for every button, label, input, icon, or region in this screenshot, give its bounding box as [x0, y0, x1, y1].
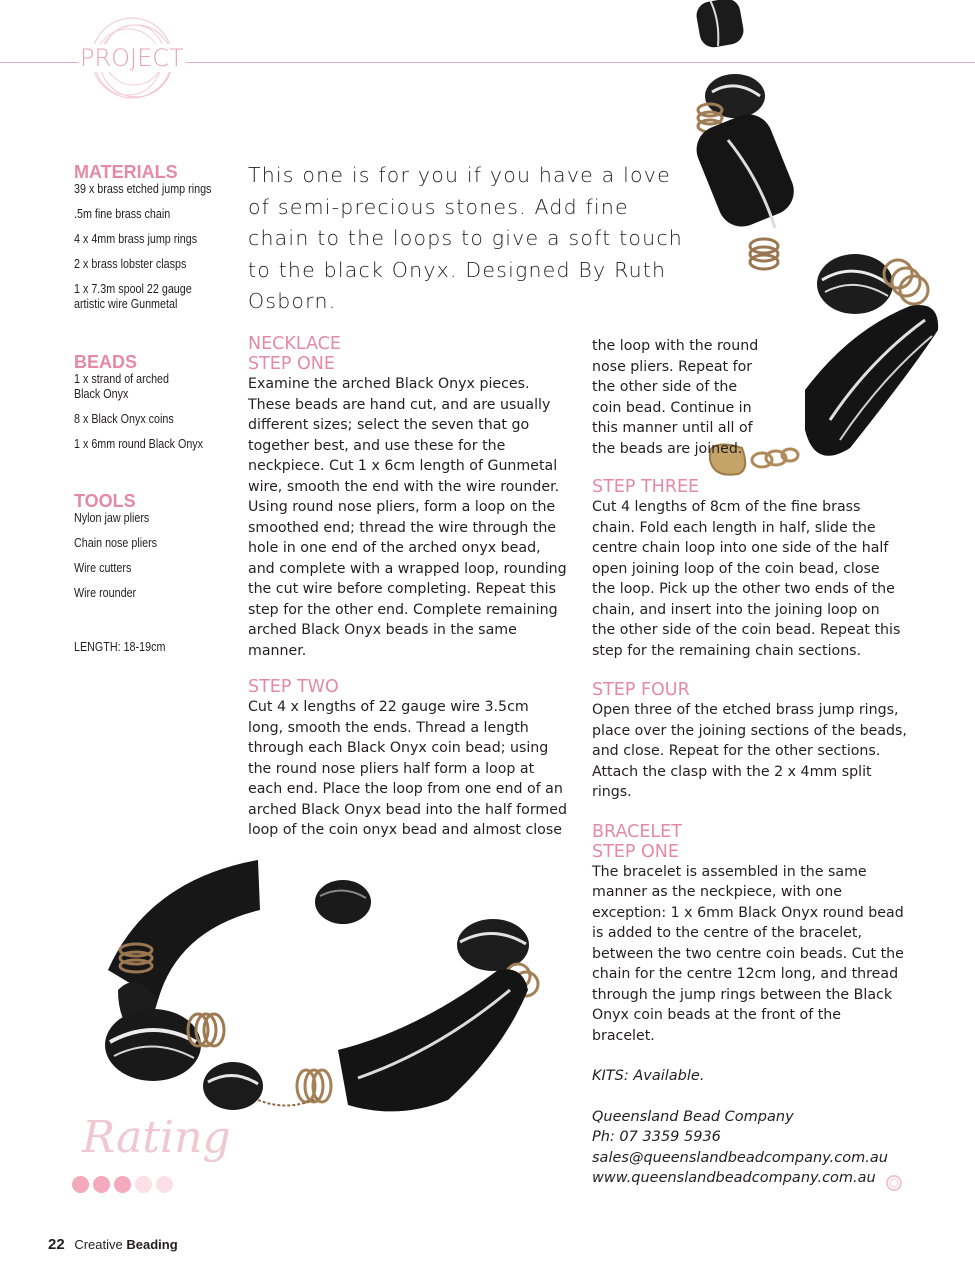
step-four-heading: STEP FOUR — [592, 680, 690, 700]
list-item: 1 x 6mm round Black Onyx — [74, 437, 204, 451]
bracelet-beads — [105, 860, 538, 1111]
step-three-text: Cut 4 lengths of 8cm of the fine brass chain. Fold each length in half, slide the centre chain loop into one side of the half open joining loop of the coin bead, close the loop. Pick up the other two ends of the chain, and insert into the joining loop on the other side of the coin bead. Repeat this step for the remaining chain sections. — [592, 499, 901, 659]
rating-dot-filled — [72, 1176, 89, 1193]
rating-dot-filled — [93, 1176, 110, 1193]
materials-heading: MATERIALS — [74, 162, 178, 182]
magazine-name: Beading — [126, 1237, 178, 1252]
end-mark-icon — [884, 1173, 904, 1193]
list-item: 4 x 4mm brass jump rings — [74, 232, 198, 246]
materials-list — [74, 182, 254, 312]
step-two-text: Cut 4 x lengths of 22 gauge wire 3.5cm long, smooth the ends. Thread a length through each Black Onyx coin bead; using the round nose pliers half form a loop at each end. Place the loop from one end of an arched Black Onyx bead into the half formed loop of the coin onyx bead and almost close — [248, 699, 567, 838]
materials-block — [74, 162, 254, 322]
rating-dots — [72, 1176, 177, 1197]
list-item: 2 x brass lobster clasps — [74, 257, 187, 271]
necklace-heading: NECKLACE — [248, 334, 341, 354]
kits-label: KITS: Available. — [592, 1068, 705, 1084]
step-three-heading: STEP THREE — [592, 477, 700, 497]
magazine-prefix: Creative — [74, 1237, 123, 1252]
beads-block — [74, 352, 254, 462]
section-label: PROJECT — [80, 44, 184, 72]
kits-website[interactable]: www.queenslandbeadcompany.com.au — [592, 1170, 876, 1186]
page-footer — [48, 1236, 178, 1253]
tools-list — [74, 511, 254, 601]
step-two-heading: STEP TWO — [248, 677, 339, 697]
step-one-text: Examine the arched Black Onyx pieces. These beads are hand cut, and are usually different sizes; select the seven that go together best, and use these for the neckpiece. Cut 1 x 6cm length of Gunmetal wire, smooth the end with the wire rounder. Using round nose pliers, form a loop on the smoothed end; thread the wire through the hole in one end of the arched onyx bead, and complete with a wrapped loop, rounding the cut wire before completing. Repeat this step for the other end. Complete remaining arched Black Onyx beads in the same manner. — [248, 376, 567, 659]
page-number: 22 — [48, 1236, 65, 1253]
rating-dot-empty — [156, 1176, 173, 1193]
rating-dot-empty — [135, 1176, 152, 1193]
kits-email[interactable]: sales@queenslandbeadcompany.com.au — [592, 1149, 888, 1166]
tools-block — [74, 491, 254, 611]
length-info: LENGTH: 18-19cm — [74, 640, 166, 654]
list-item: 1 x 7.3m spool 22 gauge artistic wire Gunmetal — [74, 282, 192, 311]
list-item: Wire cutters — [74, 561, 132, 575]
step-four-text: Open three of the etched brass jump rings, place over the joining sections of the beads, and close. Repeat for the other sections. Attach the clasp with the 2 x 4mm split rings. — [592, 702, 907, 800]
rating-label: Rating — [82, 1112, 231, 1163]
kits-company: Queensland Bead Company — [592, 1108, 794, 1125]
bracelet-step-one-text: The bracelet is assembled in the same manner as the neckpiece, with one exception: 1 x 6mm Black Onyx round bead is added to the centre of the bracelet, between the two centre coin beads. Cut the chain for the centre 12cm long, and thread through the jump rings between the Black Onyx coin beads at the front of the bracelet. — [592, 863, 904, 1044]
step-one-heading: STEP ONE — [248, 354, 335, 374]
beads-heading: BEADS — [74, 352, 138, 372]
list-item: Wire rounder — [74, 586, 137, 600]
beads-list — [74, 372, 254, 452]
list-item: .5m fine brass chain — [74, 207, 171, 221]
list-item: Chain nose pliers — [74, 536, 158, 550]
rating-dot-filled — [114, 1176, 131, 1193]
bracelet-photo — [98, 850, 568, 1140]
bracelet-step-one-heading: STEP ONE — [592, 841, 679, 862]
necklace-column — [248, 334, 568, 841]
list-item: 1 x strand of arched Black Onyx — [74, 372, 170, 401]
kits-phone: Ph: 07 3359 5936 — [592, 1129, 721, 1145]
list-item: 8 x Black Onyx coins — [74, 412, 174, 426]
step-two-continued: the loop with the round nose pliers. Repeat for the other side of the coin bead. Continue in this manner until all of the beads are joined. — [592, 338, 759, 457]
intro-text: This one is for you if you have a love of semi-precious stones. Add fine chain to the loops to give a soft touch to the black Onyx. Designed By Ruth Osborn. — [248, 163, 683, 313]
steps-column — [592, 336, 907, 1189]
bracelet-heading: BRACELET — [592, 821, 682, 842]
list-item: 39 x brass etched jump rings — [74, 182, 212, 196]
tools-heading: TOOLS — [74, 491, 136, 511]
list-item: Nylon jaw pliers — [74, 511, 150, 525]
